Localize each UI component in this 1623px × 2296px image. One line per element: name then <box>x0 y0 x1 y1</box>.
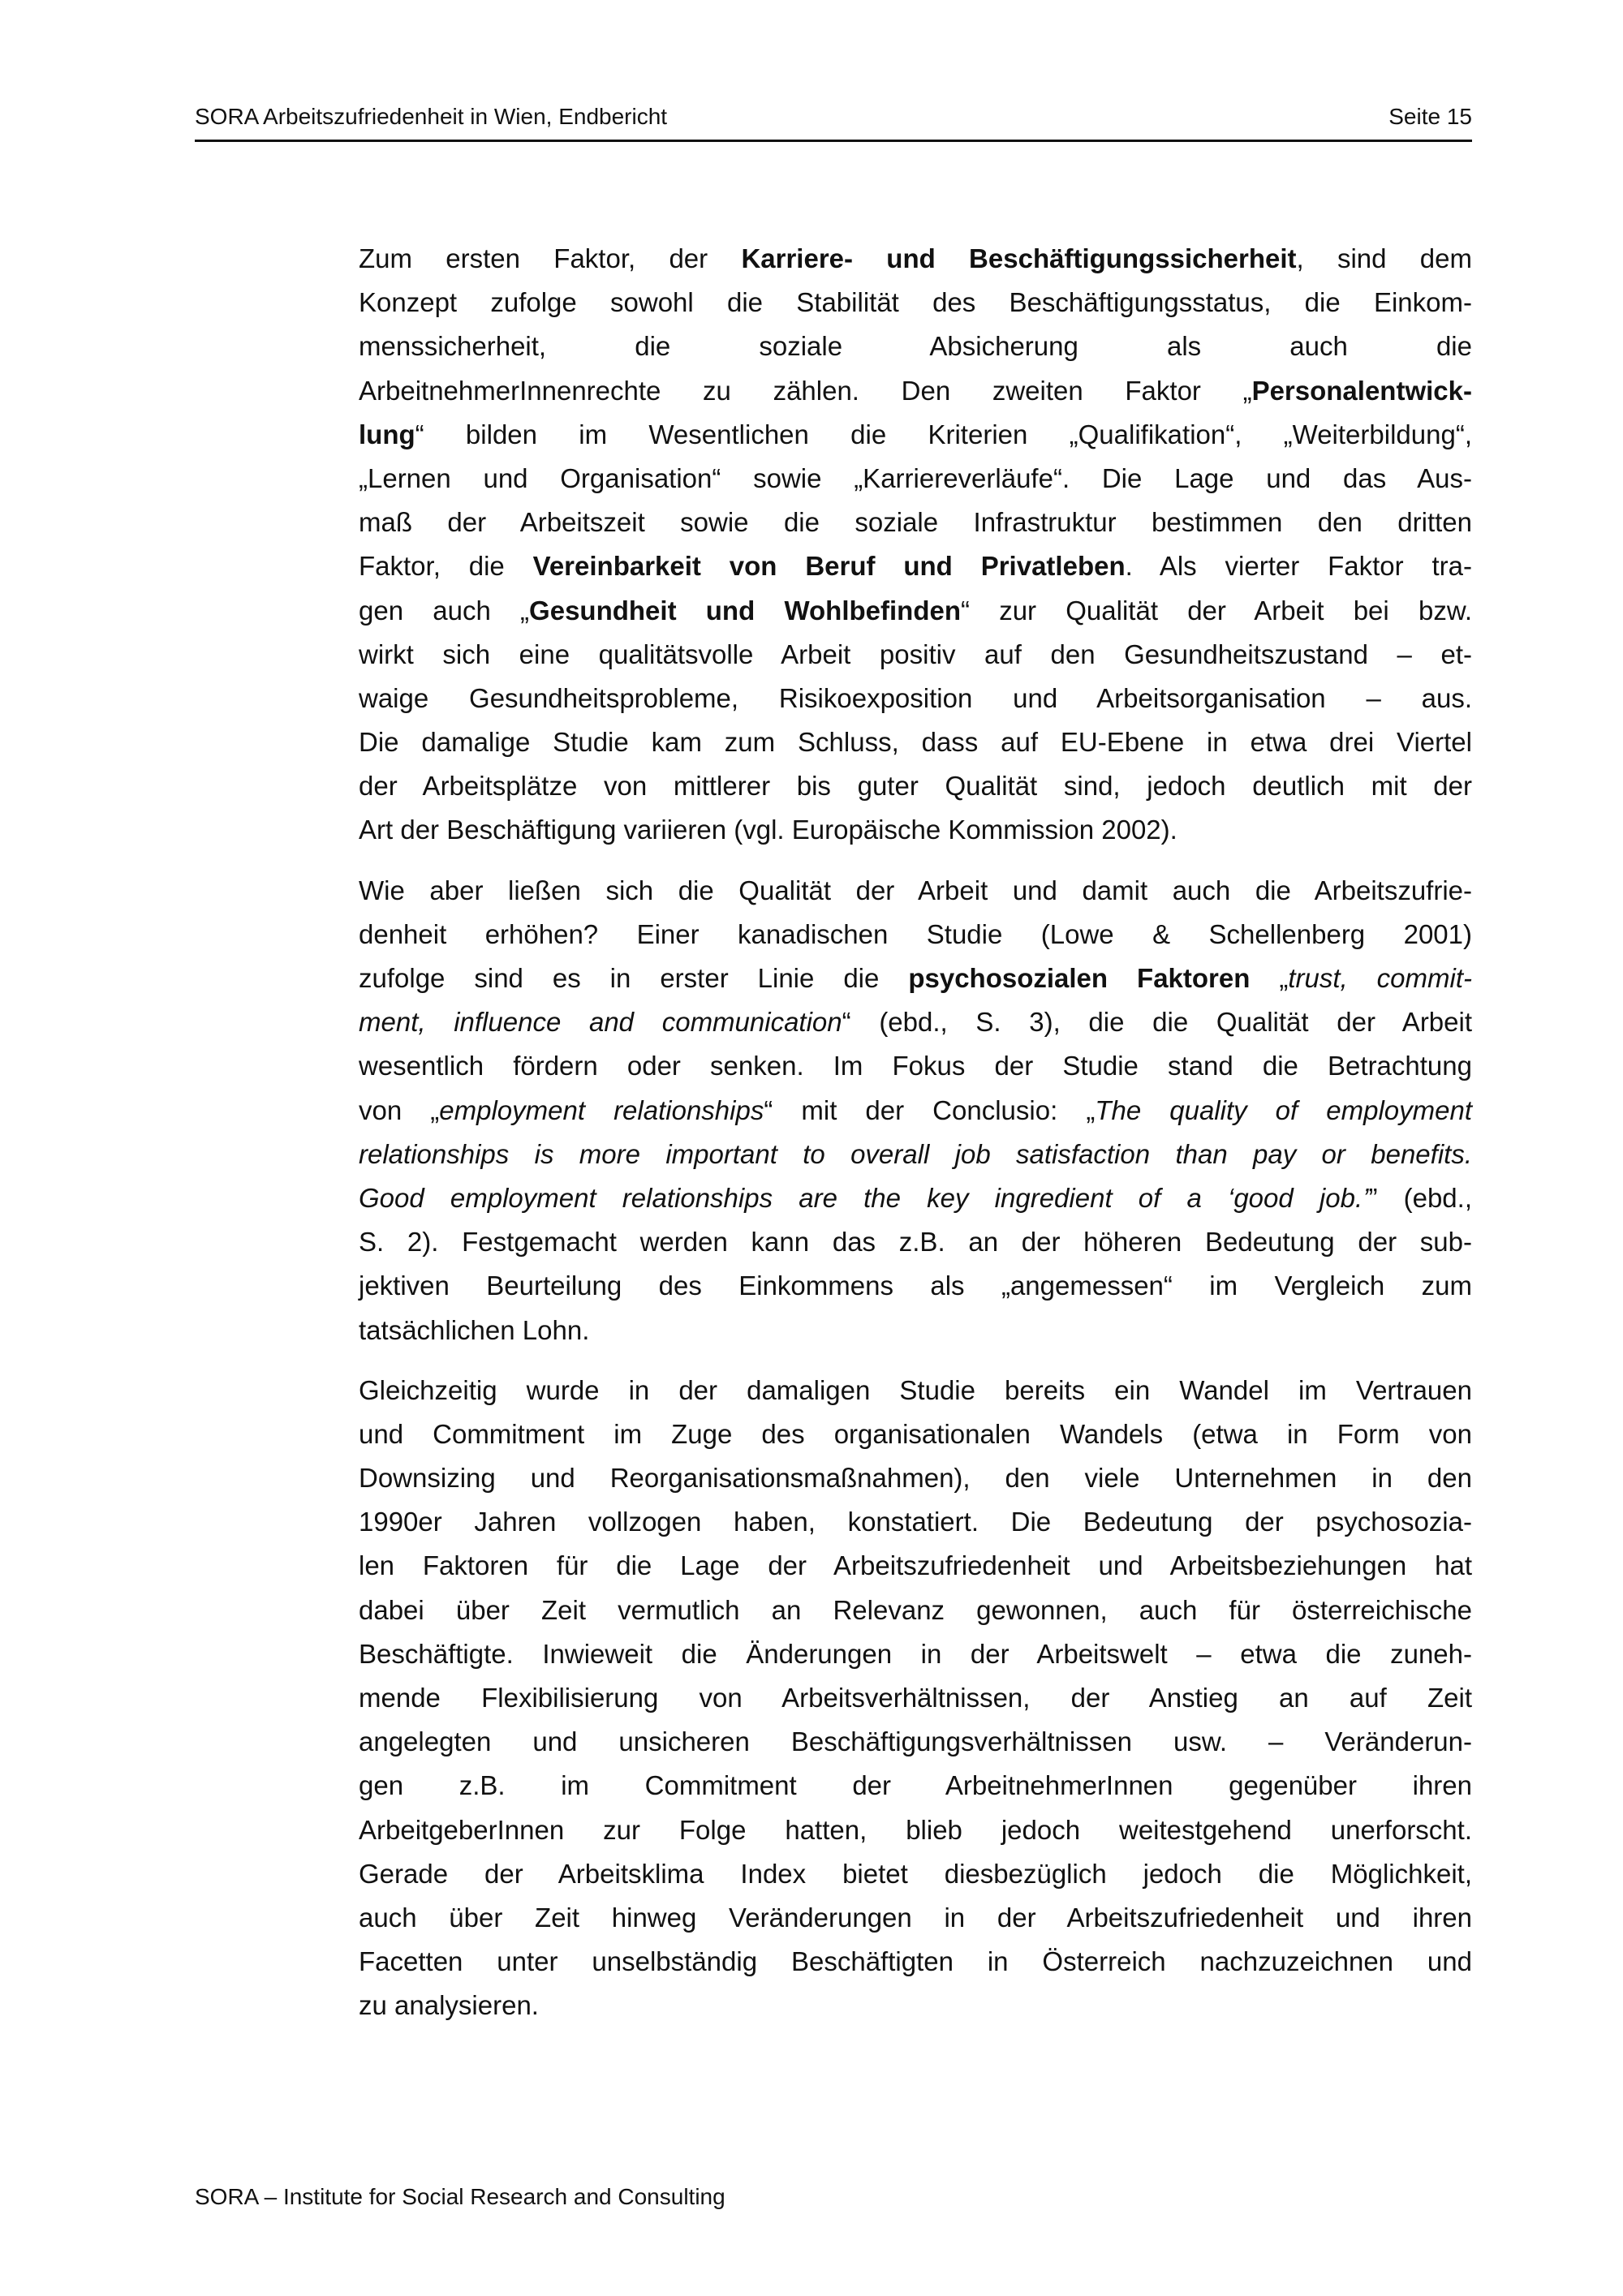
text-line <box>359 1632 1472 1676</box>
text-run: S. 2). Festgemacht werden kann das z.B. an der höheren Bedeutung der sub- <box>359 1227 1472 1258</box>
page-number: Seite 15 <box>1388 104 1472 129</box>
text-line <box>359 869 1472 913</box>
text-line <box>359 1220 1472 1264</box>
text-run: . Als vierter Faktor tra- <box>1125 551 1472 582</box>
text-run: jektiven Beurteilung des Einkommens als „angemessen“ im Vergleich zum <box>359 1271 1472 1301</box>
text-line <box>359 1544 1472 1588</box>
text-run: mende Flexibilisierung von Arbeitsverhältnissen, der Anstieg an auf Zeit <box>359 1683 1472 1713</box>
text-line <box>359 457 1472 501</box>
text-line <box>359 1589 1472 1632</box>
italic-text: employment relationships <box>439 1094 764 1125</box>
text-run: 1990er Jahren vollzogen haben, konstatiert. Die Bedeutung der psychosozia- <box>359 1507 1472 1537</box>
text-run: menssicherheit, die soziale Absicherung als auch die <box>359 331 1472 362</box>
text-line <box>359 1264 1472 1308</box>
text-run: von „ <box>359 1094 440 1125</box>
text-line <box>359 1412 1472 1456</box>
text-line <box>359 1309 1472 1352</box>
paragraph <box>359 1369 1472 2028</box>
text-line <box>359 237 1472 281</box>
text-line <box>359 1808 1472 1852</box>
text-line <box>359 544 1472 588</box>
text-line <box>359 764 1472 808</box>
text-line <box>359 1500 1472 1544</box>
text-line <box>359 957 1472 1000</box>
text-run: der Arbeitsplätze von mittlerer bis guter Qualität sind, jedoch deutlich mit der <box>359 771 1472 802</box>
text-run: wesentlich fördern oder senken. Im Fokus der Studie stand die Betrachtung <box>359 1051 1472 1081</box>
text-line <box>359 1176 1472 1220</box>
text-run: Facetten unter unselbständig Beschäftigten in Österreich nachzuzeichnen und <box>359 1946 1472 1977</box>
text-line <box>359 913 1472 957</box>
text-run: Faktor, die <box>359 551 533 582</box>
text-run: angelegten und unsicheren Beschäftigungsverhältnissen usw. – Veränderun- <box>359 1726 1472 1757</box>
text-run: tatsächlichen Lohn. <box>359 1314 590 1345</box>
italic-text: trust, commit- <box>1288 963 1472 993</box>
page-footer: SORA – Institute for Social Research and Consulting <box>195 2184 725 2209</box>
text-line <box>359 1133 1472 1176</box>
bold-text: Karriere- und Beschäftigungssicherheit <box>741 243 1297 273</box>
header-title: SORA Arbeitszufriedenheit in Wien, Endbericht <box>195 104 668 129</box>
text-run: „Lernen und Organisation“ sowie „Karriereverläufe“. Die Lage und das Aus- <box>359 462 1472 493</box>
text-line <box>359 1720 1472 1764</box>
text-run: auch über Zeit hinweg Veränderungen in der Arbeitszufriedenheit und ihren <box>359 1902 1472 1933</box>
paragraph <box>359 237 1472 853</box>
text-line <box>359 325 1472 368</box>
text-line <box>359 1852 1472 1896</box>
text-run: zu analysieren. <box>359 1990 539 2021</box>
text-run: Art der Beschäftigung variieren (vgl. Europäische Kommission 2002). <box>359 815 1177 845</box>
text-run: len Faktoren für die Lage der Arbeitszufriedenheit und Arbeitsbeziehungen hat <box>359 1550 1472 1581</box>
text-run: Beschäftigte. Inwieweit die Änderungen in der Arbeitswelt – etwa die zuneh- <box>359 1638 1472 1669</box>
text-run: denheit erhöhen? Einer kanadischen Studie (Lowe & Schellenberg 2001) <box>359 918 1472 949</box>
italic-text: Good employment relationships are the key ingredient of a ‘good job.’ <box>359 1182 1369 1213</box>
text-run: Konzept zufolge sowohl die Stabilität des Beschäftigungsstatus, die Einkom- <box>359 287 1472 318</box>
body-text <box>359 237 1472 2044</box>
text-run: gen z.B. im Commitment der ArbeitnehmerInnen gegenüber ihren <box>359 1770 1472 1801</box>
bold-text: Personalentwick- <box>1251 375 1472 406</box>
text-line <box>359 1000 1472 1044</box>
text-line <box>359 501 1472 544</box>
text-line <box>359 413 1472 457</box>
text-run: “ (ebd., S. 3), die die Qualität der Arbeit <box>842 1007 1473 1038</box>
text-line <box>359 1940 1472 1984</box>
text-line <box>359 589 1472 633</box>
text-line <box>359 1896 1472 1940</box>
bold-text: Vereinbarkeit von Beruf und Privatleben <box>532 551 1126 582</box>
text-run: Downsizing und Reorganisationsmaßnahmen), den viele Unternehmen in den <box>359 1463 1472 1494</box>
text-line <box>359 1676 1472 1720</box>
text-run: zufolge sind es in erster Linie die <box>359 963 909 993</box>
text-run: „ <box>1250 963 1289 993</box>
text-line <box>359 1984 1472 2027</box>
text-run: Zum ersten Faktor, der <box>359 243 742 273</box>
italic-text: ment, influence and communication <box>359 1007 842 1038</box>
text-run: und Commitment im Zuge des organisationalen Wandels (etwa in Form von <box>359 1418 1472 1449</box>
text-line <box>359 808 1472 852</box>
text-run: ” (ebd., <box>1368 1182 1472 1213</box>
text-line <box>359 720 1472 764</box>
text-run: waige Gesundheitsprobleme, Risikoexposition und Arbeitsorganisation – aus. <box>359 682 1472 713</box>
text-run: Gerade der Arbeitsklima Index bietet diesbezüglich jedoch die Möglichkeit, <box>359 1858 1472 1889</box>
text-run: “ mit der Conclusio: „ <box>764 1094 1096 1125</box>
text-line <box>359 1044 1472 1088</box>
text-line <box>359 281 1472 325</box>
text-run: Wie aber ließen sich die Qualität der Arbeit und damit auch die Arbeitszufrie- <box>359 875 1472 905</box>
page-header <box>195 101 1472 142</box>
text-line <box>359 633 1472 677</box>
bold-text: psychosozialen Faktoren <box>908 963 1251 993</box>
text-run: maß der Arbeitszeit sowie die soziale Infrastruktur bestimmen den dritten <box>359 507 1472 538</box>
text-line <box>359 677 1472 720</box>
text-run: Die damalige Studie kam zum Schluss, dass auf EU-Ebene in etwa drei Viertel <box>359 727 1472 758</box>
text-run: ArbeitgeberInnen zur Folge hatten, blieb jedoch weitestgehend unerforscht. <box>359 1814 1472 1845</box>
bold-text: lung <box>359 419 415 449</box>
paragraph <box>359 869 1472 1352</box>
text-run: wirkt sich eine qualitätsvolle Arbeit positiv auf den Gesundheitszustand – et- <box>359 638 1472 669</box>
text-run: “ zur Qualität der Arbeit bei bzw. <box>961 595 1472 626</box>
text-run: dabei über Zeit vermutlich an Relevanz gewonnen, auch für österreichische <box>359 1594 1472 1625</box>
text-line <box>359 1456 1472 1500</box>
italic-text: relationships is more important to overall job satisfaction than pay or benefits. <box>359 1138 1472 1169</box>
bold-text: Gesundheit und Wohlbefinden <box>529 595 961 626</box>
italic-text: The quality of employment <box>1095 1094 1472 1125</box>
text-line <box>359 1764 1472 1808</box>
text-run: gen auch „ <box>359 595 530 626</box>
text-run: ArbeitnehmerInnenrechte zu zählen. Den zweiten Faktor „ <box>359 375 1252 406</box>
text-run: Gleichzeitig wurde in der damaligen Studie bereits ein Wandel im Vertrauen <box>359 1374 1472 1405</box>
text-line <box>359 1369 1472 1412</box>
text-line <box>359 369 1472 413</box>
text-run: “ bilden im Wesentlichen die Kriterien „Qualifikation“, „Weiterbildung“, <box>415 419 1472 449</box>
text-run: , sind dem <box>1296 243 1472 273</box>
text-line <box>359 1089 1472 1133</box>
